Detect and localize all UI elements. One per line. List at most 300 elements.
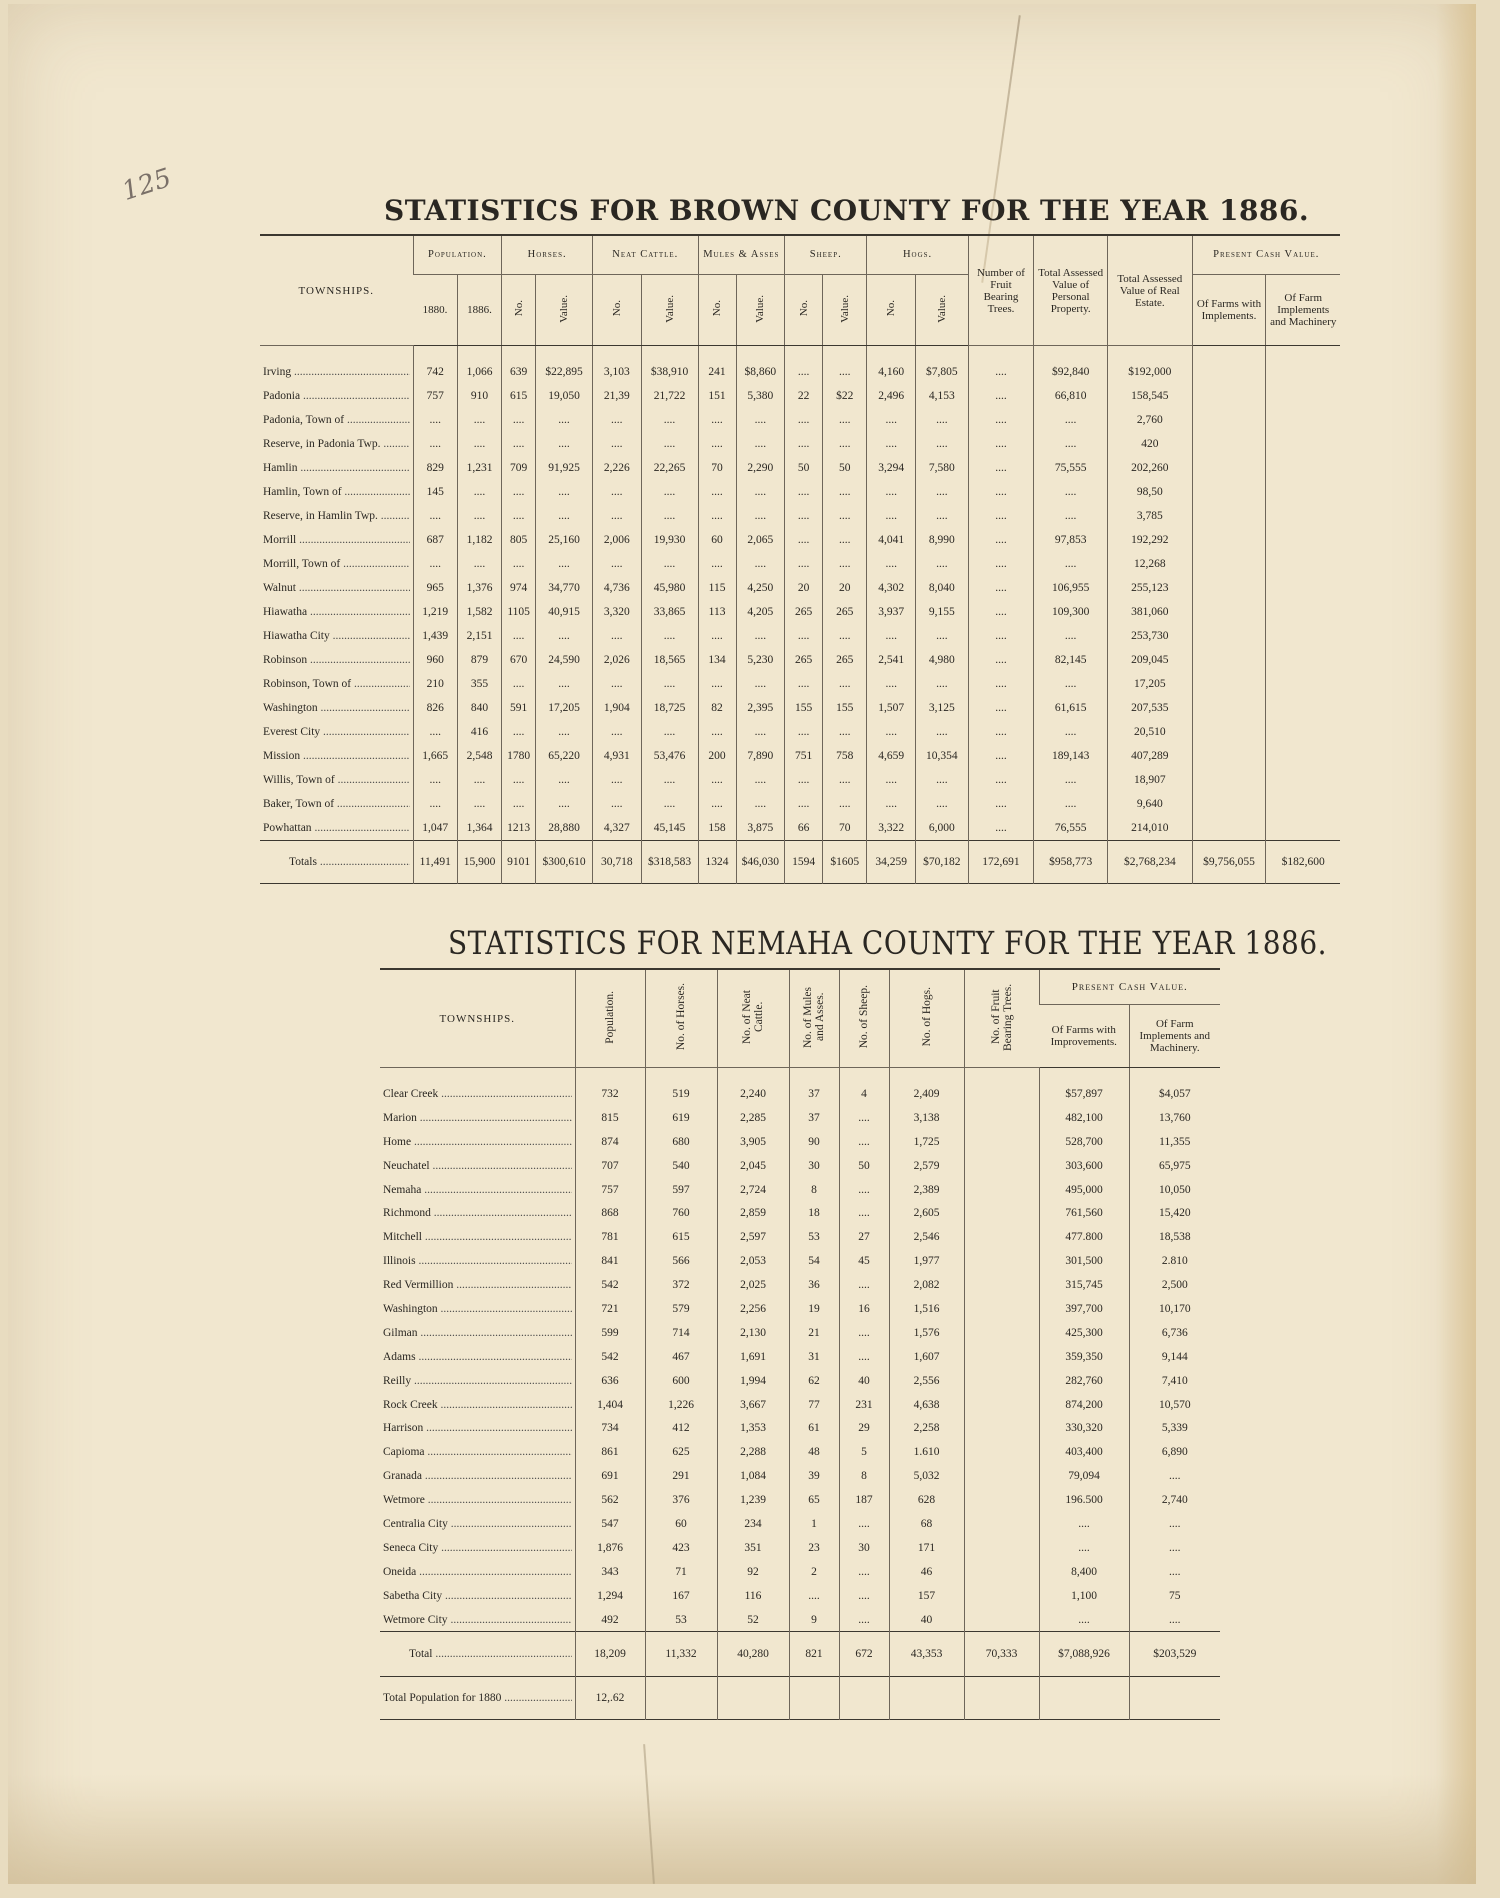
table-cell: 691 <box>575 1464 645 1488</box>
table-cell: 39 <box>789 1464 839 1488</box>
header-horses: Horses. <box>502 235 593 275</box>
table-cell <box>1192 600 1266 624</box>
township-name: Hamlin, Town of ..... <box>260 480 413 504</box>
table-cell: .... <box>593 720 642 744</box>
table-cell: .... <box>536 768 593 792</box>
table-cell: .... <box>698 480 736 504</box>
table-cell <box>1192 432 1266 456</box>
table-cell: 4,205 <box>736 600 785 624</box>
page-edge-wear <box>1436 4 1476 1884</box>
table-cell: .... <box>785 792 823 816</box>
table-cell: 4,153 <box>915 384 968 408</box>
table-cell: .... <box>968 624 1033 648</box>
table-cell: 355 <box>457 672 501 696</box>
table-cell: .... <box>968 456 1033 480</box>
table-row <box>380 1130 1220 1154</box>
township-name: Centralia City ..... <box>380 1512 575 1536</box>
table-cell: .... <box>839 1345 889 1369</box>
table-cell <box>1192 696 1266 720</box>
table-cell: 6,890 <box>1129 1440 1220 1464</box>
table-cell: 315,745 <box>1039 1273 1129 1297</box>
table-cell: 40,915 <box>536 600 593 624</box>
township-name: Granada ..... <box>380 1464 575 1488</box>
table-cell: .... <box>839 1130 889 1154</box>
table-cell: 209,045 <box>1108 648 1192 672</box>
table-cell: 2,285 <box>717 1106 789 1130</box>
table-cell: 134 <box>698 648 736 672</box>
table-cell: 53 <box>789 1225 839 1249</box>
header-cattle-value: Value. <box>641 275 698 346</box>
table-cell: .... <box>968 648 1033 672</box>
table-row <box>260 552 1340 576</box>
table-cell: .... <box>536 408 593 432</box>
table-cell: 31 <box>789 1345 839 1369</box>
table-cell: 16 <box>839 1297 889 1321</box>
table-cell: .... <box>536 672 593 696</box>
table-cell: 600 <box>645 1369 717 1393</box>
header-sheep-no: No. <box>785 275 823 346</box>
table-cell: 115 <box>698 576 736 600</box>
header-present-cash-value: Present Cash Value. <box>1192 235 1340 275</box>
table-cell: .... <box>593 768 642 792</box>
table-row <box>380 1488 1220 1512</box>
table-cell: 8,040 <box>915 576 968 600</box>
table-cell: .... <box>839 1178 889 1202</box>
table-cell: .... <box>457 792 501 816</box>
table-cell: .... <box>1039 1512 1129 1536</box>
table-cell: $92,840 <box>1034 346 1108 385</box>
table-cell: .... <box>1039 1608 1129 1632</box>
township-name: Wetmore ..... <box>380 1488 575 1512</box>
table-cell <box>1266 576 1340 600</box>
table-cell: .... <box>839 1321 889 1345</box>
table-cell: 5,230 <box>736 648 785 672</box>
township-name: Adams ..... <box>380 1345 575 1369</box>
township-name: Gilman ..... <box>380 1321 575 1345</box>
table-row <box>380 1297 1220 1321</box>
table-cell: .... <box>457 552 501 576</box>
total-cell: $2,768,234 <box>1108 841 1192 884</box>
header-pop-1880: 1880. <box>413 275 457 346</box>
empty-cell <box>1129 1677 1220 1720</box>
table-cell: $38,910 <box>641 346 698 385</box>
table-cell <box>964 1416 1039 1440</box>
table-cell: 709 <box>502 456 536 480</box>
table-cell: 23 <box>789 1536 839 1560</box>
table-cell: 8,990 <box>915 528 968 552</box>
table-cell <box>964 1106 1039 1130</box>
table-cell: 155 <box>823 696 867 720</box>
table-row <box>260 456 1340 480</box>
table-cell: .... <box>785 720 823 744</box>
table-cell: .... <box>867 504 916 528</box>
table-cell: 2,025 <box>717 1273 789 1297</box>
table-cell: .... <box>1034 792 1108 816</box>
table-row <box>260 672 1340 696</box>
table-cell: 879 <box>457 648 501 672</box>
table-cell: .... <box>698 504 736 528</box>
table-cell: 734 <box>575 1416 645 1440</box>
table-cell: 960 <box>413 648 457 672</box>
header-mules-value: Value. <box>736 275 785 346</box>
table-cell <box>1266 600 1340 624</box>
table-cell: .... <box>823 792 867 816</box>
table-cell: 381,060 <box>1108 600 1192 624</box>
table-cell: 255,123 <box>1108 576 1192 600</box>
table-cell: 542 <box>575 1273 645 1297</box>
header-sheep: No. of Sheep. <box>839 969 889 1068</box>
table-cell: 1,904 <box>593 696 642 720</box>
table-cell: .... <box>413 720 457 744</box>
table-cell: .... <box>457 504 501 528</box>
table-cell: 3,875 <box>736 816 785 841</box>
table-cell: .... <box>593 432 642 456</box>
township-name: Neuchatel ..... <box>380 1154 575 1178</box>
table-cell: .... <box>536 720 593 744</box>
table-row <box>260 528 1340 552</box>
table-cell: 2,579 <box>889 1154 964 1178</box>
table-cell: 6,736 <box>1129 1321 1220 1345</box>
header-real-estate: Total Assessed Value of Real Estate. <box>1108 235 1192 346</box>
table-cell <box>1266 648 1340 672</box>
table-row <box>380 1345 1220 1369</box>
totals-row <box>380 1632 1220 1677</box>
table-cell: .... <box>536 792 593 816</box>
table-row <box>380 1249 1220 1273</box>
table-cell: .... <box>867 624 916 648</box>
table-cell: 861 <box>575 1440 645 1464</box>
table-cell <box>1192 624 1266 648</box>
table-cell: 343 <box>575 1560 645 1584</box>
table-cell: .... <box>413 768 457 792</box>
table-cell: 1780 <box>502 744 536 768</box>
table-cell: .... <box>839 1560 889 1584</box>
table-cell <box>964 1225 1039 1249</box>
table-cell: .... <box>502 480 536 504</box>
table-cell: 19 <box>789 1297 839 1321</box>
table-cell: .... <box>823 480 867 504</box>
table-cell <box>1192 744 1266 768</box>
table-row <box>380 1178 1220 1202</box>
table-cell: 330,320 <box>1039 1416 1129 1440</box>
table-cell: 670 <box>502 648 536 672</box>
table-cell: 40 <box>839 1369 889 1393</box>
header-personal-property: Total Assessed Value of Personal Property. <box>1034 235 1108 346</box>
total-cell: $1605 <box>823 841 867 884</box>
township-name: Morrill ..... <box>260 528 413 552</box>
table-cell: 158 <box>698 816 736 841</box>
header-hogs-no: No. <box>867 275 916 346</box>
table-cell: 151 <box>698 384 736 408</box>
table-cell: 1,353 <box>717 1416 789 1440</box>
table-cell: 82 <box>698 696 736 720</box>
table-cell: 50 <box>823 456 867 480</box>
table-cell: .... <box>785 552 823 576</box>
table-cell: .... <box>698 672 736 696</box>
table-cell: .... <box>968 600 1033 624</box>
table-cell: .... <box>785 528 823 552</box>
table-cell: 2,724 <box>717 1178 789 1202</box>
table-cell: .... <box>1034 672 1108 696</box>
table-cell: 11,355 <box>1129 1130 1220 1154</box>
table-cell: 751 <box>785 744 823 768</box>
table-cell <box>964 1345 1039 1369</box>
table-cell: 757 <box>575 1178 645 1202</box>
table-cell: 45,980 <box>641 576 698 600</box>
table-cell <box>1266 384 1340 408</box>
table-cell: .... <box>641 792 698 816</box>
empty-cell <box>645 1677 717 1720</box>
total-cell: 34,259 <box>867 841 916 884</box>
table-cell: .... <box>839 1201 889 1225</box>
table-cell: .... <box>457 432 501 456</box>
table-row <box>380 1068 1220 1106</box>
table-cell <box>964 1321 1039 1345</box>
table-cell: .... <box>502 432 536 456</box>
township-name: Illinois ..... <box>380 1249 575 1273</box>
table-cell: .... <box>413 792 457 816</box>
table-cell: .... <box>1129 1560 1220 1584</box>
table-cell <box>1192 504 1266 528</box>
table-cell: .... <box>785 624 823 648</box>
table-cell: 3,322 <box>867 816 916 841</box>
table-cell: 2,130 <box>717 1321 789 1345</box>
table-cell: .... <box>698 408 736 432</box>
table-cell <box>964 1488 1039 1512</box>
table-cell: 1,047 <box>413 816 457 841</box>
township-name: Nemaha ..... <box>380 1178 575 1202</box>
table-cell: .... <box>1129 1536 1220 1560</box>
table-cell: .... <box>1034 768 1108 792</box>
table-cell: .... <box>502 504 536 528</box>
table-cell: 2,256 <box>717 1297 789 1321</box>
table-cell: 70 <box>698 456 736 480</box>
table-cell: 241 <box>698 346 736 385</box>
table-cell: 2,548 <box>457 744 501 768</box>
table-row <box>260 624 1340 648</box>
township-name: Capioma ..... <box>380 1440 575 1464</box>
table-cell: $22 <box>823 384 867 408</box>
table-cell: 4,302 <box>867 576 916 600</box>
table-cell: 680 <box>645 1130 717 1154</box>
table-cell: 19,050 <box>536 384 593 408</box>
table-cell: 829 <box>413 456 457 480</box>
table-cell: 303,600 <box>1039 1154 1129 1178</box>
table-cell <box>964 1584 1039 1608</box>
table-cell: 714 <box>645 1321 717 1345</box>
table-cell: 579 <box>645 1297 717 1321</box>
table-cell: 615 <box>502 384 536 408</box>
table-cell: $8,860 <box>736 346 785 385</box>
table-cell: .... <box>502 768 536 792</box>
empty-cell <box>889 1677 964 1720</box>
total-cell: 15,900 <box>457 841 501 884</box>
table-cell: 874 <box>575 1130 645 1154</box>
table-cell: .... <box>736 408 785 432</box>
township-name: Robinson, Town of ..... <box>260 672 413 696</box>
table-cell: .... <box>641 552 698 576</box>
table-cell: 1,994 <box>717 1369 789 1393</box>
table-cell: .... <box>413 552 457 576</box>
table-cell: 18 <box>789 1201 839 1225</box>
header-mules-asses: Mules & Asses <box>698 235 785 275</box>
table-cell: .... <box>536 432 593 456</box>
table-cell: .... <box>915 432 968 456</box>
total-cell: $9,756,055 <box>1192 841 1266 884</box>
table-cell: .... <box>867 720 916 744</box>
table-cell: 75 <box>1129 1584 1220 1608</box>
table-cell: 77 <box>789 1393 839 1417</box>
township-name: Hiawatha ..... <box>260 600 413 624</box>
table-cell: 547 <box>575 1512 645 1536</box>
township-name: Clear Creek ..... <box>380 1068 575 1106</box>
population-1880-value: 12,.62 <box>575 1677 645 1720</box>
table-cell: 8,400 <box>1039 1560 1129 1584</box>
table-cell: .... <box>641 480 698 504</box>
table-cell: 4,327 <box>593 816 642 841</box>
table-cell: 4,931 <box>593 744 642 768</box>
header-horses-no: No. <box>502 275 536 346</box>
table-row <box>380 1512 1220 1536</box>
table-cell: 20,510 <box>1108 720 1192 744</box>
table-cell: $7,805 <box>915 346 968 385</box>
table-cell: 1,876 <box>575 1536 645 1560</box>
table-cell: .... <box>785 432 823 456</box>
table-cell: .... <box>823 552 867 576</box>
table-cell <box>1192 408 1266 432</box>
table-cell: 599 <box>575 1321 645 1345</box>
table-cell <box>1266 624 1340 648</box>
table-cell: .... <box>785 480 823 504</box>
table-cell <box>964 1154 1039 1178</box>
total-cell: 43,353 <box>889 1632 964 1677</box>
table-cell <box>1266 346 1340 385</box>
table-cell: 207,535 <box>1108 696 1192 720</box>
table-cell: .... <box>1129 1512 1220 1536</box>
table-row <box>260 720 1340 744</box>
table-cell: 566 <box>645 1249 717 1273</box>
table-cell <box>1192 792 1266 816</box>
table-cell: 781 <box>575 1225 645 1249</box>
table-cell: .... <box>839 1273 889 1297</box>
table-row <box>260 480 1340 504</box>
table-cell: .... <box>968 576 1033 600</box>
table-cell <box>964 1178 1039 1202</box>
table-cell: 2,605 <box>889 1201 964 1225</box>
table-cell: 60 <box>645 1512 717 1536</box>
table-cell: 625 <box>645 1440 717 1464</box>
total-cell: $46,030 <box>736 841 785 884</box>
table-cell: 214,010 <box>1108 816 1192 841</box>
table-cell: 116 <box>717 1584 789 1608</box>
total-cell: 11,491 <box>413 841 457 884</box>
table-cell: 974 <box>502 576 536 600</box>
nemaha-table-totals <box>380 1632 1220 1720</box>
empty-cell <box>1039 1677 1129 1720</box>
table-cell: 30 <box>789 1154 839 1178</box>
table-cell: 98,50 <box>1108 480 1192 504</box>
total-cell: 1324 <box>698 841 736 884</box>
table-row <box>380 1321 1220 1345</box>
table-cell: 2,541 <box>867 648 916 672</box>
table-row <box>260 816 1340 841</box>
table-cell: 359,350 <box>1039 1345 1129 1369</box>
township-name: Padonia, Town of ..... <box>260 408 413 432</box>
table-cell <box>1266 432 1340 456</box>
table-cell: 8 <box>839 1464 889 1488</box>
table-cell: 68 <box>889 1512 964 1536</box>
table-cell <box>964 1512 1039 1536</box>
table-cell <box>1266 744 1340 768</box>
table-cell: 2 <box>789 1560 839 1584</box>
brown-table-totals <box>260 841 1340 884</box>
table-cell: 10,570 <box>1129 1393 1220 1417</box>
table-cell: 407,289 <box>1108 744 1192 768</box>
totals-row <box>260 841 1340 884</box>
table-cell: 2,151 <box>457 624 501 648</box>
table-cell: .... <box>915 408 968 432</box>
table-cell: 113 <box>698 600 736 624</box>
header-present-cash-value: Present Cash Value. <box>1039 969 1220 1005</box>
table-cell: .... <box>1039 1536 1129 1560</box>
table-row <box>380 1416 1220 1440</box>
table-cell: .... <box>641 720 698 744</box>
table-cell: 22,265 <box>641 456 698 480</box>
table-cell: 61,615 <box>1034 696 1108 720</box>
empty-cell <box>839 1677 889 1720</box>
table-cell: 2,395 <box>736 696 785 720</box>
table-cell: 2,500 <box>1129 1273 1220 1297</box>
table-row <box>260 600 1340 624</box>
table-cell: 45 <box>839 1249 889 1273</box>
table-cell: 265 <box>785 600 823 624</box>
table-cell: .... <box>968 816 1033 841</box>
table-cell: 9,144 <box>1129 1345 1220 1369</box>
table-cell <box>964 1201 1039 1225</box>
table-cell: 12,268 <box>1108 552 1192 576</box>
table-cell <box>1192 816 1266 841</box>
table-cell: .... <box>1129 1608 1220 1632</box>
table-cell: 82,145 <box>1034 648 1108 672</box>
table-cell: .... <box>968 346 1033 385</box>
table-cell: .... <box>502 624 536 648</box>
table-cell: .... <box>457 768 501 792</box>
table-cell: 192,292 <box>1108 528 1192 552</box>
table-cell: 301,500 <box>1039 1249 1129 1273</box>
table-row <box>380 1584 1220 1608</box>
table-cell: .... <box>915 672 968 696</box>
table-cell <box>964 1297 1039 1321</box>
total-cell: 70,333 <box>964 1632 1039 1677</box>
table-cell: 2,556 <box>889 1369 964 1393</box>
table-cell: 2,240 <box>717 1068 789 1106</box>
table-cell: .... <box>968 672 1033 696</box>
table-cell: 7,890 <box>736 744 785 768</box>
table-cell <box>1192 576 1266 600</box>
table-cell: .... <box>536 552 593 576</box>
table-cell: 5,339 <box>1129 1416 1220 1440</box>
table-cell <box>1192 720 1266 744</box>
table-row <box>380 1560 1220 1584</box>
table-cell: 1,100 <box>1039 1584 1129 1608</box>
table-cell: .... <box>593 672 642 696</box>
table-cell: .... <box>823 346 867 385</box>
table-cell: .... <box>736 768 785 792</box>
empty-cell <box>789 1677 839 1720</box>
table-cell: .... <box>593 792 642 816</box>
table-cell: .... <box>785 346 823 385</box>
table-cell: .... <box>915 552 968 576</box>
